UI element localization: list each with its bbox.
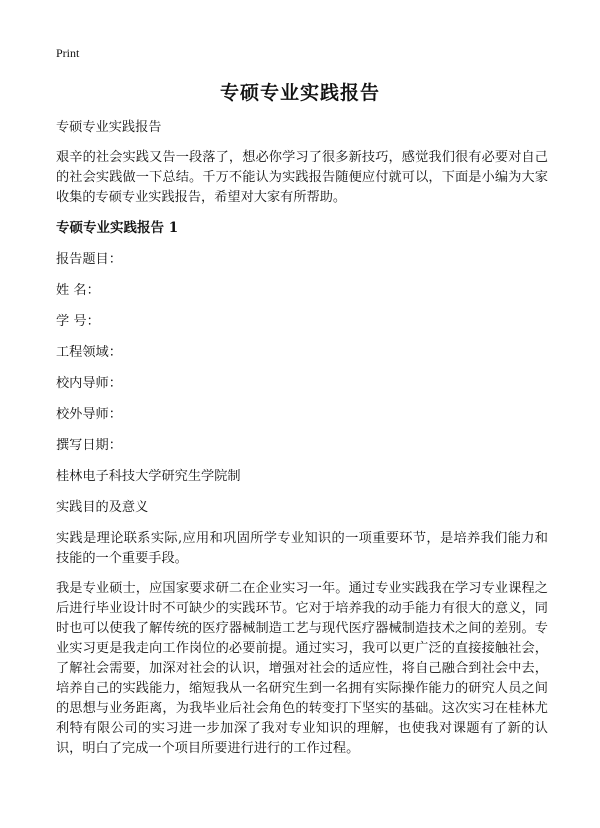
field-engineering-domain: 工程领域： bbox=[56, 345, 122, 360]
field-writing-date: 撰写日期： bbox=[56, 438, 122, 453]
field-external-advisor: 校外导师： bbox=[56, 407, 122, 422]
field-name: 姓 名： bbox=[56, 283, 100, 298]
institution-line: 桂林电子科技大学研究生学院制 bbox=[56, 469, 241, 484]
field-student-id: 学 号： bbox=[56, 314, 100, 329]
document-subtitle: 专硕专业实践报告 bbox=[56, 120, 162, 135]
paragraph-2: 我是专业硕士，应国家要求研二在企业实习一年。通过专业实践我在学习专业课程之后进行毕业设计时不可缺少的实践环节。它对于培养我的动手能力有很大的意义，同时也可以使我了解传统的医疗器械制造工艺与现代医疗器械制造技术之间的差别。专业实习更是我走向工作岗位的必要前提。通过实习，我可以更广泛的直接接触社会，了解社会需要，加深对社会的认识，增强对社会的适应性，将自己融合到社会中去，培养自己的实践能力，缩短我从一名研究生到一名拥有实际操作能力的研究人员之间的思想与业务距离，为我毕业后社会角色的转变打下坚实的基础。这次实习在桂林尤利特有限公司的实习进一步加深了我对专业知识的理解，也使我对课题有了新的认识，明白了完成一个项目所要进行进行的工作过程。 bbox=[56, 581, 548, 756]
paragraph-1: 实践是理论联系实际,应用和巩固所学专业知识的一项重要环节，是培养我们能力和技能的一个重要手段。 bbox=[56, 531, 548, 566]
purpose-heading: 实践目的及意义 bbox=[56, 500, 149, 515]
document-body bbox=[56, 118, 548, 769]
field-internal-advisor: 校内导师： bbox=[56, 376, 122, 391]
intro-paragraph: 艰辛的社会实践又告一段落了，想必你学习了很多新技巧，感觉我们很有必要对自己的社会实践做一下总结。千万不能认为实践报告随便应付就可以，下面是小编为大家收集的专硕专业实践报告，希望对大家有所帮助。 bbox=[56, 150, 548, 205]
section-heading: 专硕专业实践报告 1 bbox=[56, 220, 179, 236]
print-link[interactable]: Print bbox=[56, 46, 80, 60]
field-report-title: 报告题目： bbox=[56, 252, 122, 267]
document-title: 专硕专业实践报告 bbox=[219, 82, 380, 104]
